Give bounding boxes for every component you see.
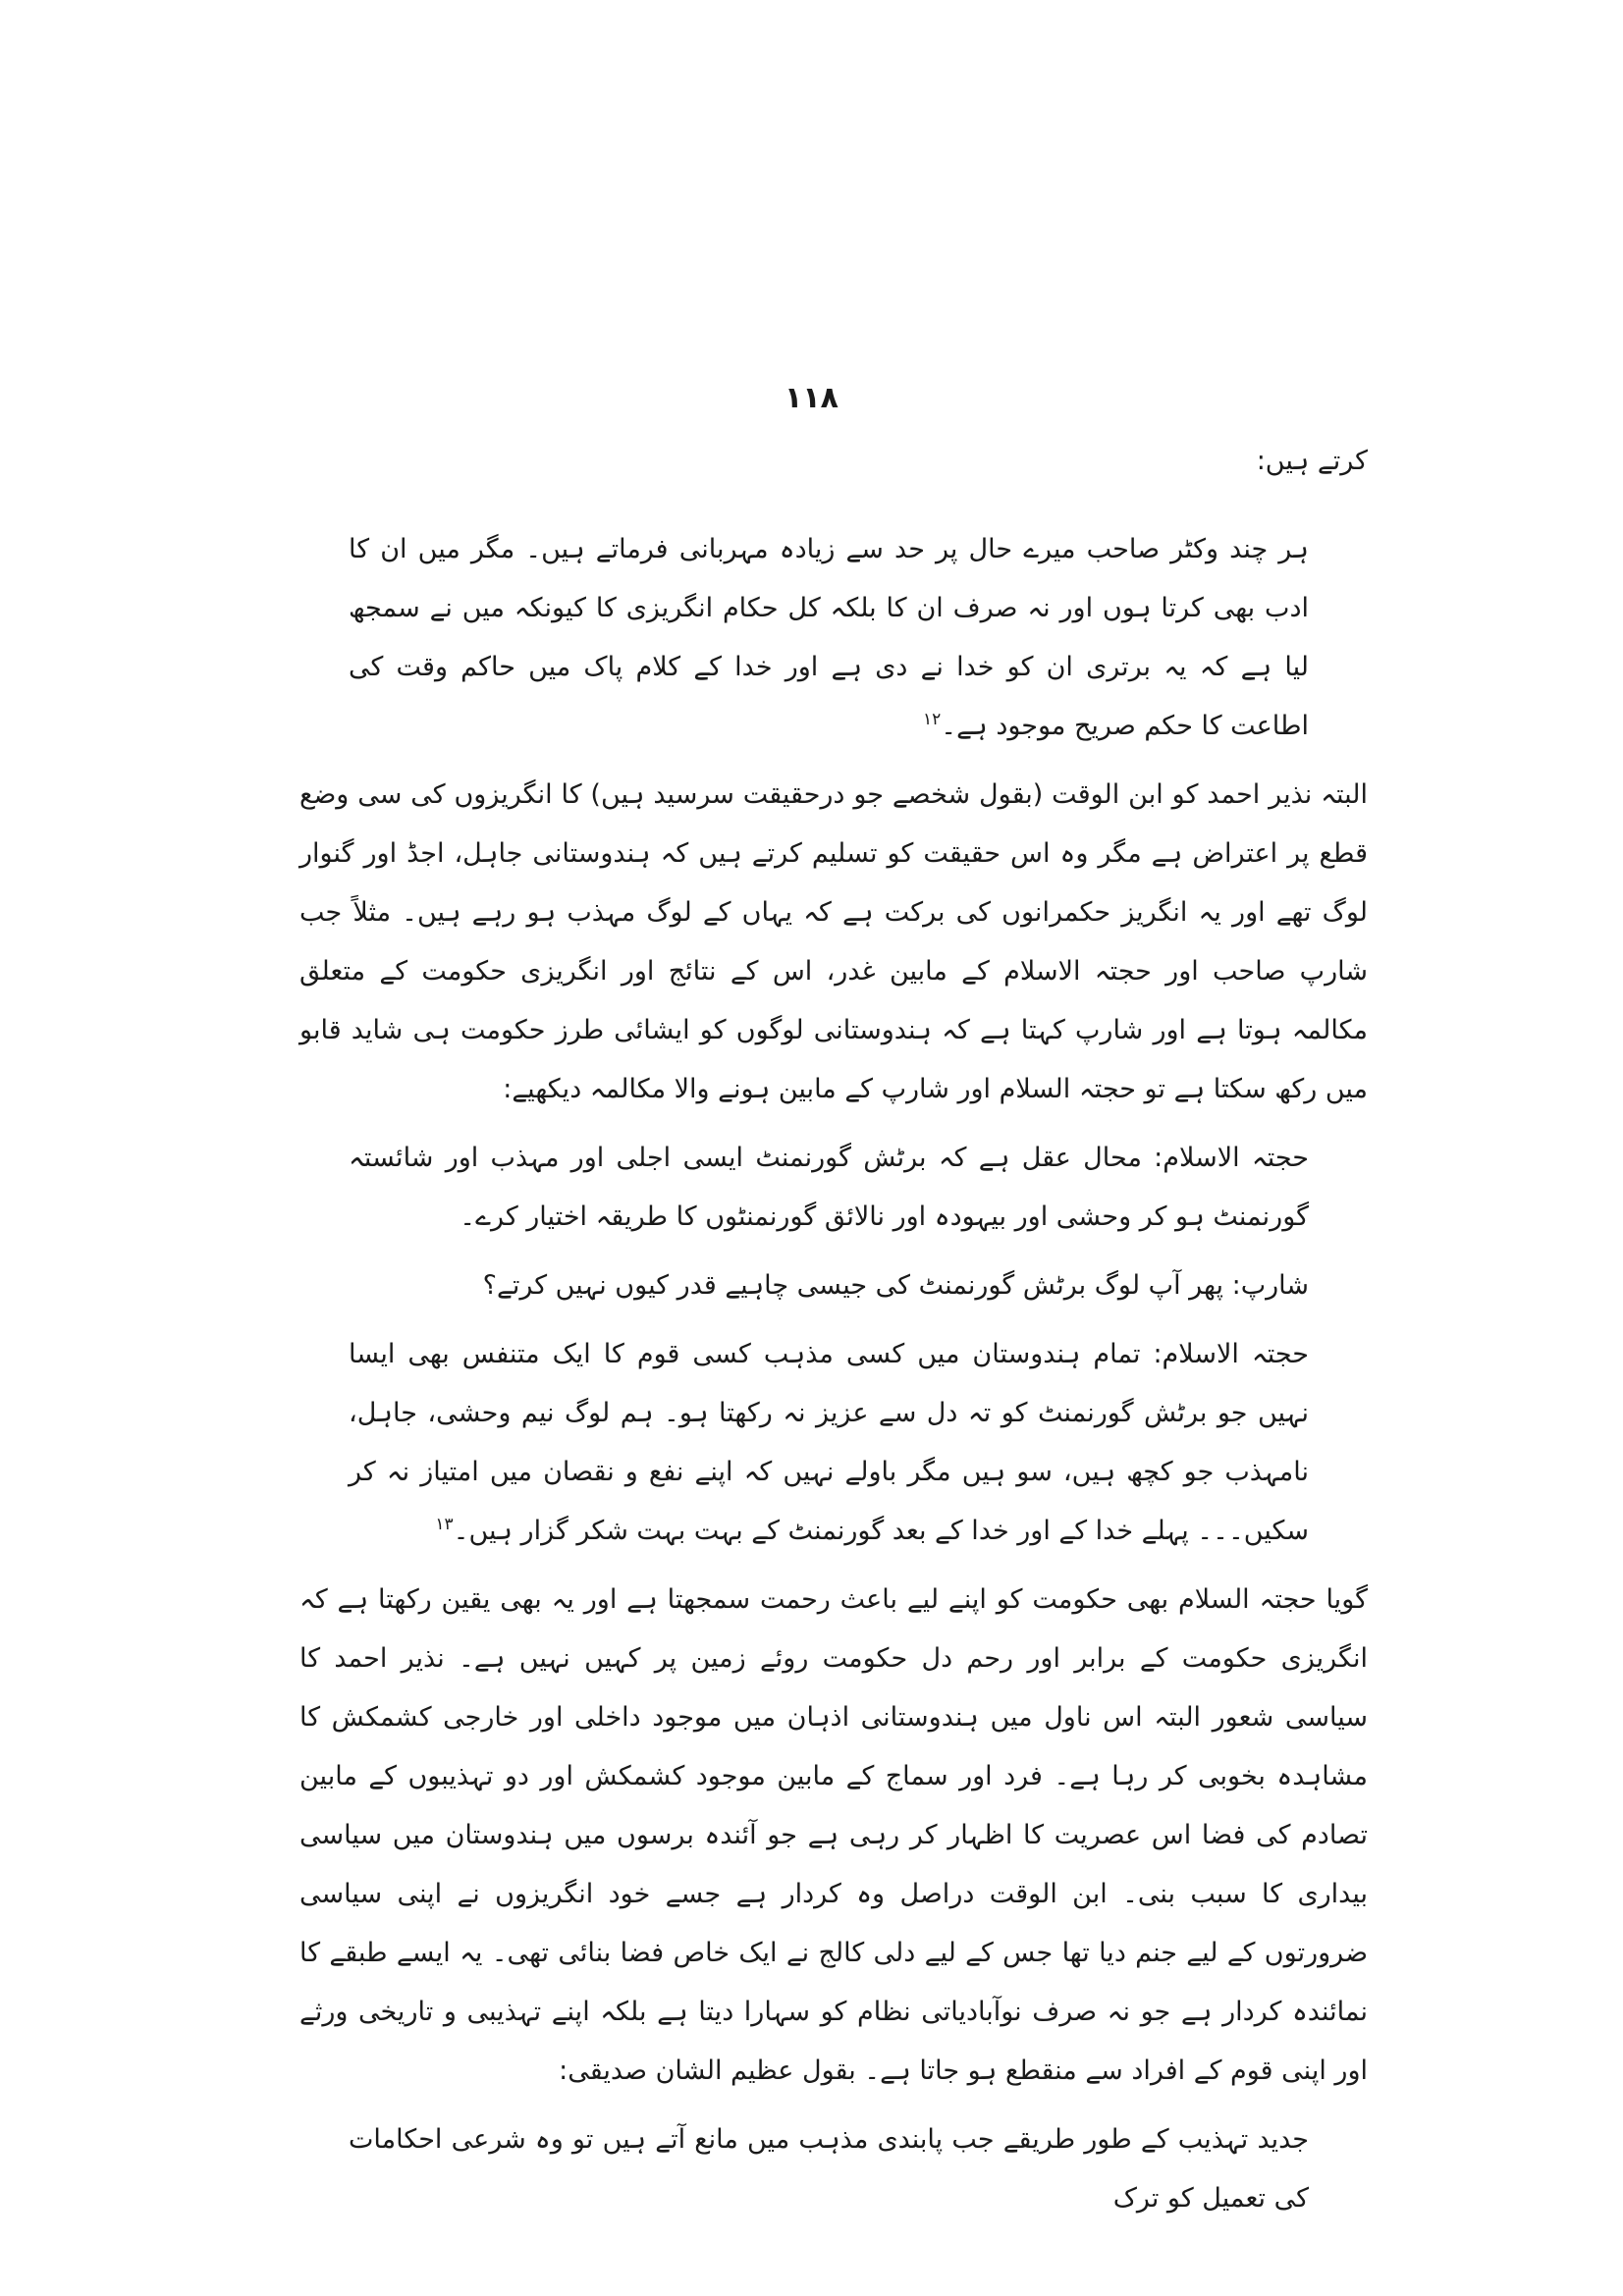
- dialogue-hujjatul-islam-1: حجتہ الاسلام: محال عقل ہے کہ برٹش گورنمنٹ ایسی اجلی اور مہذب اور شائستہ گورنمنٹ ہو کر وحشی اور بیہودہ اور نالائق گورنمنٹوں کا طریقہ اختیار کرے۔: [349, 1143, 1309, 1232]
- block-quote-2: جدید تہذیب کے طور طریقے جب پابندی مذہب میں مانع آتے ہیں تو وہ شرعی احکامات کی تعمیل کو ترک: [349, 2124, 1309, 2214]
- paragraph-2: گویا حجتہ السلام بھی حکومت کو اپنے لیے باعث رحمت سمجھتا ہے اور یہ بھی یقین رکھتا ہے کہ انگریزی حکومت کے برابر اور رحم دل حکومت روئے زمین پر کہیں نہیں ہے۔ نذیر احمد کا سیاسی شعور البتہ اس ناول میں ہندوستانی اذہان میں موجود داخلی اور خارجی کشمکش کا مشاہدہ بخوبی کر رہا ہے۔ فرد اور سماج کے مابین موجود کشمکش اور دو تہذیبوں کے مابین تصادم کی فضا اس عصریت کا اظہار کر رہی ہے جو آئندہ برسوں میں ہندوستان میں سیاسی بیداری کا سبب بنی۔ ابن الوقت دراصل وہ کردار ہے جسے خود انگریزوں نے اپنی سیاسی ضرورتوں کے لیے جنم دیا تھا جس کے لیے دلی کالج نے ایک خاص فضا بنائی تھی۔ یہ ایسے طبقے کا نمائندہ کردار ہے جو نہ صرف نوآبادیاتی نظام کو سہارا دیتا ہے بلکہ اپنے تہذیبی و تاریخی ورثے اور اپنی قوم کے افراد سے منقطع ہو جاتا ہے۔ بقول عظیم الشان صدیقی:: [299, 1584, 1368, 2086]
- dialogue-sharp: شارپ: پھر آپ لوگ برٹش گورنمنٹ کی جیسی چاہیے قدر کیوں نہیں کرتے؟: [482, 1270, 1309, 1301]
- paragraph-1: البتہ نذیر احمد کو ابن الوقت (بقول شخصے جو درحقیقت سرسید ہیں) کا انگریزوں کی سی وضع قطع پر اعتراض ہے مگر وہ اس حقیقت کو تسلیم کرتے ہیں کہ ہندوستانی جاہل، اجڈ اور گنوار لوگ تھے اور یہ انگریز حکمرانوں کی برکت ہے کہ یہاں کے لوگ مہذب ہو رہے ہیں۔ مثلاً جب شارپ صاحب اور حجتہ الاسلام کے مابین غدر، اس کے نتائج اور انگریزی حکومت کے متعلق مکالمہ ہوتا ہے اور شارپ کہتا ہے کہ ہندوستانی لوگوں کو ایشائی طرز حکومت ہی شاید قابو میں رکھ سکتا ہے تو حجتہ السلام اور شارپ کے مابین ہونے والا مکالمہ دیکھیے:: [299, 779, 1368, 1104]
- block-quote-1: [349, 520, 1309, 756]
- dialogue-hujjatul-islam-2: [349, 1325, 1309, 1561]
- page-number: ۱۱۸: [784, 381, 839, 415]
- dialogue-hujjatul-islam-2-text: حجتہ الاسلام: تمام ہندوستان میں کسی مذہب کسی قوم کا ایک متنفس بھی ایسا نہیں جو برٹش گورنمنٹ کو تہ دل سے عزیز نہ رکھتا ہو۔ ہم لوگ نیم وحشی، جاہل، نامہذب جو کچھ ہیں، سو ہیں مگر باولے نہیں کہ اپنے نفع و نقصان میں امتیاز نہ کر سکیں۔۔۔ پہلے خدا کے اور خدا کے بعد گورنمنٹ کے بہت بہت شکر گزار ہیں۔: [349, 1339, 1309, 1546]
- footnote-marker-12: ۱۲: [923, 710, 942, 729]
- lead-in-text: کرتے ہیں:: [1256, 446, 1368, 476]
- footnote-marker-13: ۱۳: [435, 1515, 454, 1534]
- block-quote-1-text: ہر چند وکٹر صاحب میرے حال پر حد سے زیادہ مہربانی فرماتے ہیں۔ مگر میں ان کا ادب بھی کرتا ہوں اور نہ صرف ان کا بلکہ کل حکام انگریزی کا کیونکہ میں نے سمجھ لیا ہے کہ یہ برتری ان کو خدا نے دی ہے اور خدا کے کلام پاک میں حاکم وقت کی اطاعت کا حکم صریح موجود ہے۔: [349, 534, 1309, 741]
- page-body: [299, 432, 1368, 2238]
